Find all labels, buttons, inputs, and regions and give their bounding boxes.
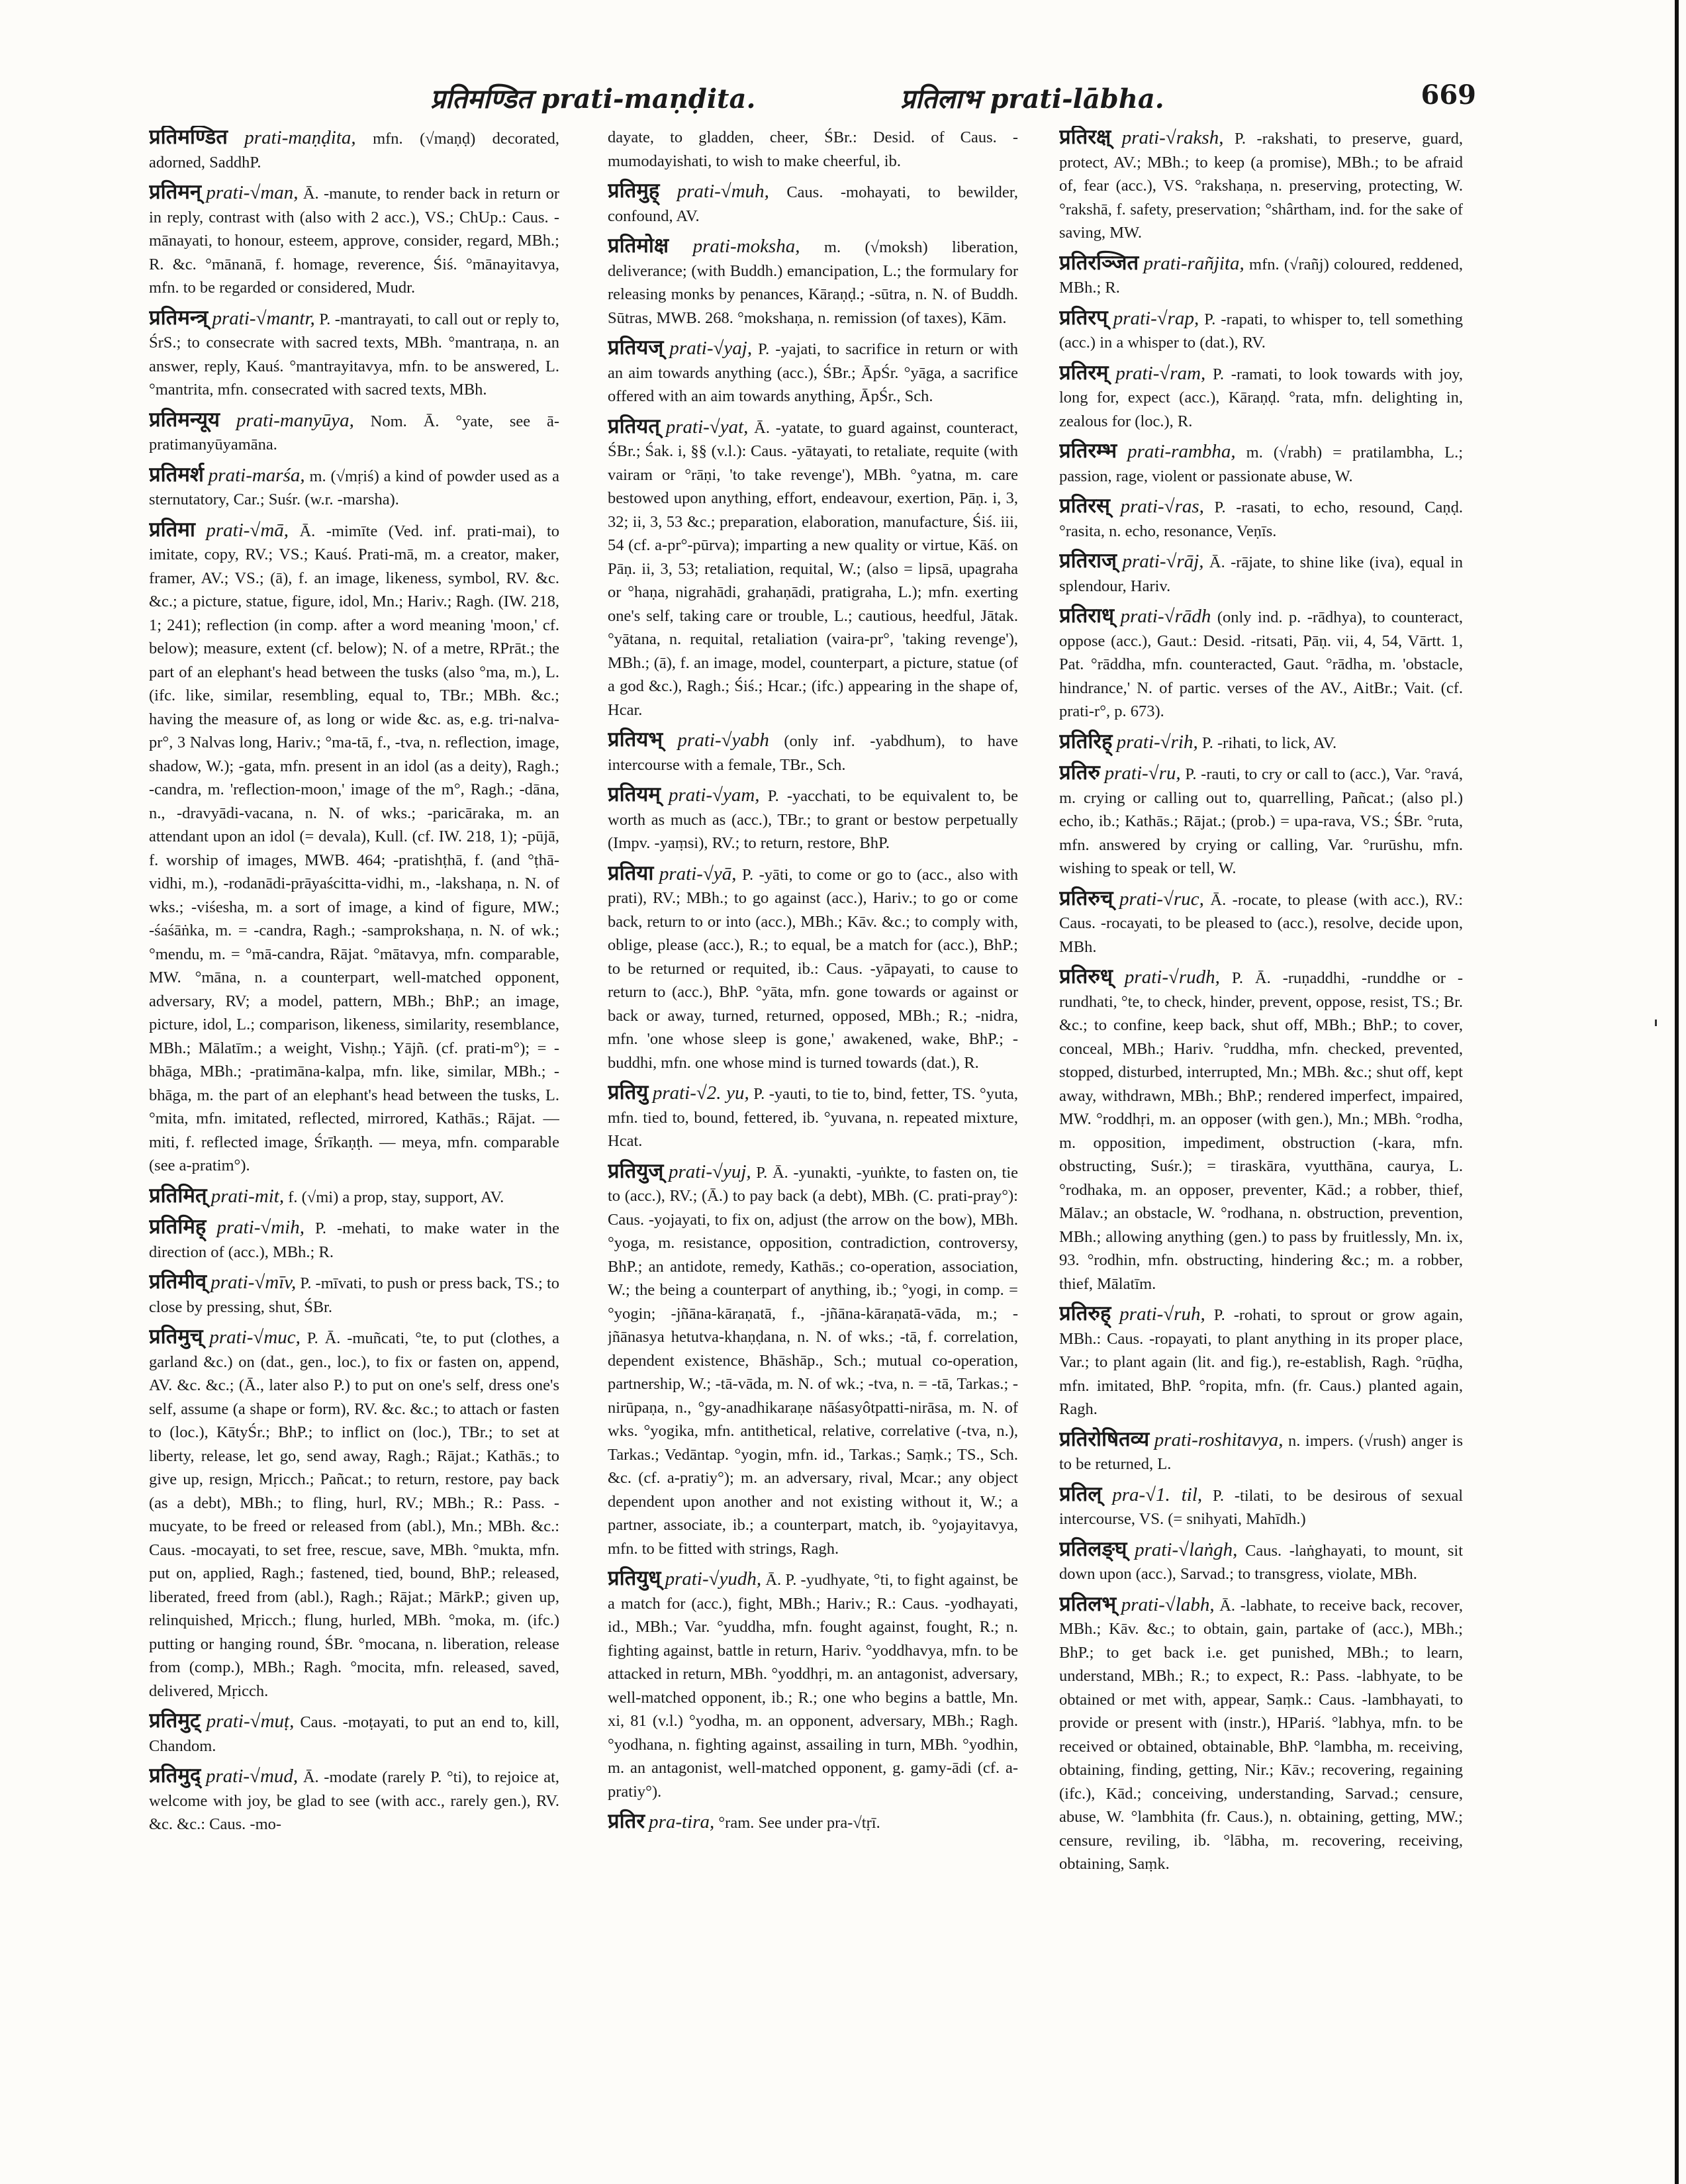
entry-headword-transliteration: prati-√yam,: [669, 784, 760, 806]
dictionary-entry: [1059, 761, 1463, 880]
entry-headword-devanagari: प्रतियज्: [608, 336, 664, 359]
entry-headword-transliteration: prati-√muc,: [209, 1327, 301, 1348]
entry-headword-transliteration: prati-√mih,: [216, 1217, 305, 1238]
entry-definition: (only ind. p. -rādhya), to counteract, oppose (acc.), Gaut.: Desid. -ritsati, Pāṇ. vii, 4, 54, Vārtt. 1, Pat. °rāddha, mfn. counteracted, Gaut. °rādha, m. 'obstacle, hindrance,' N. of partic. verses of the AV., AitBr.; Vait. (cf. prati-r°, p. 673).: [1059, 608, 1463, 720]
entry-headword-devanagari: प्रतिमिह्: [149, 1215, 207, 1239]
entry-definition: P. -rihati, to lick, AV.: [1201, 734, 1337, 752]
entry-headword-devanagari: प्रतियुज्: [608, 1159, 664, 1183]
dictionary-entry: [1059, 549, 1463, 598]
dictionary-entry: [149, 126, 559, 174]
dictionary-entry: [149, 408, 559, 457]
dictionary-entry: [149, 307, 559, 402]
entry-headword-devanagari: प्रतिमण्डित: [149, 126, 228, 149]
entry-headword-transliteration: prati-√ru,: [1104, 763, 1181, 784]
entry-definition: Caus. -mohayati, to bewilder, confound, AV.: [608, 183, 1018, 225]
entry-headword-devanagari: प्रतिमुह्: [608, 179, 660, 203]
dictionary-entry: [608, 1081, 1018, 1153]
dictionary-entry: [608, 234, 1018, 330]
dictionary-entry: [1059, 440, 1463, 488]
entry-headword-devanagari: प्रतिरम्: [1059, 360, 1109, 385]
entry-definition: P. Ā. -muñcati, °te, to put (clothes, a garland &c.) on (dat., gen., loc.), to fix or fasten on, append, AV. &c. &c.; (Ā., later also P.) to put on one's self, dress one's self, assume (a shape or form), RV. &c. &c.; to attach or fasten to (loc.), KātyŚr.; BhP.; to inflict on (loc.), TBr.; to set at liberty, release, let go, send away, Ragh.; Rājat.; Kathās.; to give up, resign, Mṛicch.; Pañcat.; to return, restore, pay back (as a debt), MBh.; to fling, hurl, RV.; MBh.; R.: Pass. -mucyate, to be freed or released from (abl.), Mn.; MBh. &c.: Caus. -mocayati, to set free, rescue, save, MBh. °mukta, mfn. put on, applied, Ragh.; fastened, tied, bound, BhP.; released, liberated, freed from (abl.), Ragh.; Rājat.; MārkP.; given up, relinquished, Mṛicch.; flung, hurled, MBh. °moka, m. (ifc.) putting or hanging round, ŚBr. °mocana, n. liberation, release from (comp.), MBh.; Ragh. °mocita, mfn. released, saved, delivered, Mṛicch.: [149, 1329, 559, 1700]
entry-definition: P. Ā. -ruṇaddhi, -runddhe or -rundhati, °te, to check, hinder, prevent, oppose, resist, TS.; Br. &c.; to confine, keep back, shut off, MBh.; BhP.; to cover, conceal, MBh.; Hariv. °ruddha, mfn. checked, prevented, stopped, disturbed, interrupted, Mn.; MBh. &c.; shut off, kept away, withdrawn, MBh.; BhP.; rendered imperfect, impaired, MW. °roddhṛi, m. an opposer (with gen.), Mn.; MBh. °rodha, m. opposition, impediment, obstruction (-kara, mfn. obstructing, Suśr.); = tiraskāra, vyutthāna, caurya, L. °rodhaka, m. an opposer, preventer, Kād.; a robber, thief, Mālav.; an obstacle, W. °rodhana, n. obstruction, prevention, MBh.; allowing anything (gen.) to pass by fruitlessly, Mn. ix, 93. °rodhin, mfn. obstructing, hindering &c.; m. a robber, thief, Mālatīm.: [1059, 969, 1463, 1293]
entry-headword-devanagari: प्रतिरप्: [1059, 305, 1108, 330]
entry-headword-devanagari: प्रतिमा: [149, 517, 195, 542]
entry-headword-devanagari: प्रतियु: [608, 1080, 649, 1104]
dictionary-entry: [149, 1709, 559, 1758]
dictionary-entry: [1059, 604, 1463, 724]
entry-headword-transliteration: prati-√ruh,: [1119, 1304, 1205, 1325]
entry-definition: P. -rasati, to echo, resound, Caṇḍ. °rasita, n. echo, resonance, Veṇīs.: [1059, 499, 1463, 540]
entry-definition: P. -rauti, to cry or call to (acc.), Var. °ravá, m. crying or calling out to, quarrelling, Pañcat.; (also pl.) echo, ib.; Kathās.; Rājat.; (prob.) = upa-rava, VS.; ŚBr. °ruta, mfn. answered by crying or calling, Var. °rurūshu, mfn. wishing to speak or tell, W.: [1059, 765, 1463, 877]
dictionary-entry: [1059, 1302, 1463, 1421]
entry-headword-transliteration: prati-√ruc,: [1119, 888, 1204, 910]
entry-headword-transliteration: prati-√rudh,: [1124, 967, 1220, 988]
entry-definition: m. (√mṛiś) a kind of powder used as a sternutatory, Car.; Suśr. (w.r. -marsha).: [149, 467, 559, 508]
entry-headword-devanagari: प्रतिलङ्घ्: [1059, 1537, 1127, 1561]
entry-headword-devanagari: प्रतियभ्: [608, 728, 663, 751]
column-3: [1059, 126, 1463, 2152]
entry-headword-transliteration: prati-√mīv,: [211, 1272, 297, 1293]
entry-definition: m. (√rabh) = pratilambha, L.; passion, rage, violent or passionate abuse, W.: [1059, 444, 1463, 485]
entry-definition: dayate, to gladden, cheer, ŚBr.: Desid. of Caus. -mumodayishati, to wish to make cheerful, ib.: [608, 128, 1018, 170]
entry-headword-transliteration: prati-√yat,: [665, 416, 749, 438]
dictionary-entry: [608, 1160, 1018, 1561]
entry-headword-devanagari: प्रतिरस्: [1059, 494, 1110, 518]
entry-definition: P. -yāti, to come or go to (acc., also with prati), RV.; MBh.; to go against (acc.), Hariv.; to go or come back, return to or into (acc.), MBh.; Kāv. &c.; to comply with, oblige, please (acc.), R.; to equal, be a match for (acc.), BhP.; to be returned or requited, ib.: Caus. -yāpayati, to cause to return to (acc.), BhP. °yāta, mfn. gone towards or against or back or away, turned, returned, opposed, MBh.; R.; -nidra, mfn. 'one whose sleep is gone,' awakened, wake, BhP.; -buddhi, mfn. one whose mind is turned towards (dat.), R.: [608, 865, 1018, 1072]
entry-headword-transliteration: pra-tira,: [649, 1811, 715, 1832]
dictionary-entry: [608, 783, 1018, 855]
entry-headword-transliteration: prati-√2. yu,: [652, 1082, 749, 1104]
entry-headword-transliteration: prati-rañjita,: [1143, 252, 1244, 274]
dictionary-entry: [1059, 887, 1463, 959]
entry-headword-devanagari: प्रतियुध्: [608, 1566, 661, 1590]
entry-headword-transliteration: prati-√mā,: [206, 519, 289, 541]
entry-definition: P. -yauti, to tie to, bind, fetter, TS. °yuta, mfn. tied to, bound, fettered, ib. °yuvana, n. repeated mixture, Hcat.: [608, 1085, 1018, 1150]
header-right-guideword: प्रतिलाभ prati-lābha.: [900, 83, 1164, 115]
dictionary-entry: [1059, 361, 1463, 434]
dictionary-entry: [1059, 965, 1463, 1296]
entry-headword-devanagari: प्रतिरञ्जित: [1059, 250, 1139, 275]
entry-definition: Ā. P. -yudhyate, °ti, to fight against, be a match for (acc.), fight, MBh.; Hariv.; R.: Caus. -yodhayati, id., MBh.; Var. °yuddha, mfn. fought against, fought, R.; n. fighting against, battle in return, Hariv. °yoddhavya, mfn. to be attacked in return, MBh. °yoddhṛi, m. an antagonist, adversary, well-matched opponent, ib.; R.; one who begins a battle, Mn. xi, 81 (v.l.) °yodha, m. an opponent, adversary, MBh.; Ragh. °yodhana, n. fighting against, assailing in turn, MBh. °yodhin, m. an antagonist, well-matched opponent, g. gamy-ādi (cf. a-pratiy°).: [608, 1571, 1018, 1801]
entry-definition: P. -yacchati, to be equivalent to, be worth as much as (acc.), TBr.; to grant or bestow perpetually (Impv. -yaṃsi), RV.; to return, restore, BhP.: [608, 787, 1018, 852]
entry-headword-devanagari: प्रतिरु: [1059, 761, 1100, 784]
entry-headword-transliteration: prati-√rap,: [1113, 307, 1199, 329]
entry-headword-transliteration: prati-marśa,: [208, 464, 305, 486]
entry-headword-transliteration: prati-rambha,: [1127, 441, 1236, 462]
entry-headword-transliteration: prati-√muṭ,: [206, 1711, 295, 1732]
entry-headword-devanagari: प्रतिराध्: [1059, 604, 1115, 628]
entry-headword-devanagari: प्रतिमर्श: [149, 462, 204, 487]
dictionary-entry: [149, 518, 559, 1178]
dictionary-entry: [608, 728, 1018, 777]
dictionary-entry: [608, 1810, 1018, 1835]
entry-headword-transliteration: prati-√yaj,: [669, 338, 753, 359]
entry-headword-devanagari: प्रतिरोषितव्य: [1059, 1427, 1150, 1451]
entry-definition: P. Ā. -yunakti, -yuṅkte, to fasten on, tie to (acc.), RV.; (Ā.) to pay back (a debt), MBh. (C. prati-pray°): Caus. -yojayati, to fix on, adjust (the arrow on the bow), MBh. °yoga, m. resistance, opposition, contradiction, controversy, BhP.; an antidote, remedy, Kathās.; co-operation, association, W.; the being a counterpart of anything, ib.; °yogi, in comp. = °yogin; -jñāna-kāraṇatā, f., -jñāna-kāraṇatā-vāda, m.; -jñānasya hetutva-khaṇḍana, n. N. of wks.; -tā, f. correlation, dependent existence, Bhāshāp., Sch.; mutual co-operation, partnership, W.; -tā-vāda, m. N. of wk.; -tva, n. = -tā, Tarkas.; -nirūpaṇa, n., °gy-anadhikaraṇe nāśasyôtpatti-nirāsa, m. N. of wks. °yogika, mfn. antithetical, relative, correlative (-tva, n.), Tarkas.; Vedāntap. °yogin, mfn. id., Tarkas.; Saṃk.; TS., Sch. &c. (cf. a-pratiy°); m. an adversary, rival, Mcar.; any object dependent upon another and not existing without it, W.; a partner, associate, ib.; a counterpart, match, ib. °yojayitavya, mfn. to be fitted with strings, Ragh.: [608, 1163, 1018, 1558]
entry-definition: P. -rapati, to whisper to, tell something (acc.) in a whisper to (dat.), RV.: [1059, 310, 1463, 352]
entry-definition: mfn. (√rañj) coloured, reddened, MBh.; R.: [1059, 255, 1463, 297]
dictionary-entry: [608, 179, 1018, 228]
entry-headword-transliteration: prati-√mantr,: [212, 307, 315, 329]
entry-definition: °ram. See under pra-√tṛī.: [718, 1814, 880, 1832]
dictionary-entry: [149, 1325, 559, 1703]
entry-headword-devanagari: प्रतिमोक्ष: [608, 234, 669, 258]
entry-headword-transliteration: prati-√yudh,: [665, 1568, 762, 1590]
dictionary-entry: [1059, 1593, 1463, 1876]
entry-headword-transliteration: prati-√rādh: [1120, 606, 1211, 627]
dictionary-entry: [149, 1184, 559, 1210]
entry-definition: Ā. -manute, to render back in return or in reply, contrast with (also with 2 acc.), VS.; ChUp.: Caus. -mānayati, to honour, esteem, approve, consider, regard, MBh.; R. &c. °mānanā, f. homage, reverence, Śiś. °mānayitavya, mfn. to be regarded or considered, Mudr.: [149, 185, 559, 297]
entry-definition: Nom. Ā. °yate, see ā-pratimanyūyamāna.: [149, 412, 559, 453]
entry-headword-devanagari: प्रतिर: [608, 1809, 645, 1833]
entry-headword-devanagari: प्रतियत्: [608, 414, 660, 438]
entry-headword-transliteration: pra-√1. til,: [1112, 1484, 1203, 1505]
entry-definition: Ā. -modate (rarely P. °ti), to rejoice at, welcome with joy, be glad to see (with acc., rarely gen.), RV. &c. &c.: Caus. -mo-: [149, 1768, 559, 1833]
entry-headword-transliteration: prati-√muh,: [677, 181, 769, 202]
entry-headword-transliteration: prati-roshitavya,: [1154, 1429, 1284, 1450]
entry-definition: f. (√mi) a prop, stay, support, AV.: [288, 1188, 504, 1206]
entry-headword-transliteration: prati-√rih,: [1116, 731, 1198, 753]
dictionary-entry: [608, 415, 1018, 722]
dictionary-entry: [1059, 730, 1463, 755]
column-2: [608, 126, 1018, 2152]
entry-headword-transliteration: prati-manyūya,: [236, 409, 354, 431]
entry-headword-transliteration: prati-√ram,: [1115, 362, 1206, 384]
dictionary-entry: [1059, 495, 1463, 543]
entry-definition: Ā. -yatate, to guard against, counteract, ŚBr.; Śak. i, §§ (v.l.): Caus. -yātayati, to retaliate, requite (with vairam or °rāṇi, 'to take revenge'), MBh. °yatna, m. care bestowed upon anything, effort, endeavour, exertion, Pāṇ. i, 3, 32; ii, 3, 53 &c.; preparation, elaboration, manufacture, Śiś. iii, 54 (cf. a-pr°-pūrva); imparting a new quality or virtue, Kāś. on Pāṇ. ii, 3, 53; retaliation, requital, W.; (also = lipsā, upagraha or °haṇa, nigrahādi, grahaṇādi, pratigraha, L.); mfn. exerting one's self, taking care or trouble, L.; cautious, heedful, Jātak. °yātana, n. requital, retaliation (vaira-pr°, 'taking revenge'), MBh.; (ā), f. an image, model, counterpart, a picture, statue (of a god &c.), Ragh.; Śiś.; Hcar.; (ifc.) appearing in the shape of, Hcar.: [608, 418, 1018, 719]
entry-headword-devanagari: प्रतिमुद्: [149, 1764, 201, 1787]
dictionary-entry: [1059, 126, 1463, 245]
entry-headword-transliteration: prati-√man,: [206, 182, 299, 203]
dictionary-entry: [608, 1567, 1018, 1803]
dictionary-entry: [149, 1764, 559, 1836]
margin-tick-mark: [1655, 1020, 1657, 1026]
entry-headword-transliteration: prati-√laṅgh,: [1135, 1539, 1238, 1560]
entry-headword-devanagari: प्रतिमीव्: [149, 1270, 207, 1294]
entry-headword-transliteration: prati-√raksh,: [1121, 127, 1224, 148]
entry-definition: (only inf. -yabdhum), to have intercourse with a female, TBr., Sch.: [608, 732, 1018, 774]
dictionary-entry: [149, 1215, 559, 1264]
dictionary-entry: [1059, 252, 1463, 300]
entry-headword-devanagari: प्रतियम्: [608, 783, 661, 806]
entry-definition: Caus. -laṅghayati, to mount, sit down upon (acc.), Sarvad.; to transgress, violate, MBh.: [1059, 1541, 1463, 1583]
dictionary-entry: [1059, 1428, 1463, 1476]
entry-definition: Ā. -rājate, to shine like (iva), equal in splendour, Hariv.: [1059, 553, 1463, 595]
right-margin-rule: [1675, 0, 1679, 2184]
entry-headword-devanagari: प्रतिमन्: [149, 180, 202, 204]
dictionary-entry: [608, 862, 1018, 1075]
dictionary-entry: [1059, 1538, 1463, 1586]
entry-headword-transliteration: prati-√yā,: [659, 863, 737, 884]
entry-definition: P. -rohati, to sprout or grow again, MBh.: Caus. -ropayati, to plant anything in its proper place, Var.; to plant again (lit. and fig.), re-establish, Ragh. °rūḍha, mfn. imitated, BhP. °ropita, mfn. (fr. Caus.) planted again, Ragh.: [1059, 1306, 1463, 1418]
entry-definition: m. (√moksh) liberation, deliverance; (with Buddh.) emancipation, L.; the formulary for releasing monks by penances, Kāraṇḍ.; -sūtra, n. N. of Buddh. Sūtras, MWB. 268. °mokshaṇa, n. remission (of taxes), Kām.: [608, 238, 1018, 327]
entry-headword-transliteration: prati-√rāj,: [1122, 551, 1204, 572]
dictionary-entry: [149, 463, 559, 512]
entry-headword-transliteration: prati-√yuj,: [668, 1161, 751, 1182]
entry-definition: P. -tilati, to be desirous of sexual intercourse, VS. (= snihyati, Mahīdh.): [1059, 1486, 1463, 1528]
entry-definition: Caus. -moṭayati, to put an end to, kill, Chandom.: [149, 1713, 559, 1755]
entry-headword-devanagari: प्रतिरुह्: [1059, 1302, 1111, 1325]
dictionary-entry: [608, 336, 1018, 408]
entry-headword-devanagari: प्रतिरक्ष्: [1059, 126, 1111, 149]
column-1: [149, 126, 559, 2152]
entry-headword-transliteration: prati-√ras,: [1120, 496, 1204, 517]
entry-headword-devanagari: प्रतिल्: [1059, 1482, 1102, 1506]
entry-headword-transliteration: prati-mit,: [211, 1185, 285, 1207]
header-left-guideword: प्रतिमण्डित prati-maṇḍita.: [430, 83, 756, 115]
entry-headword-transliteration: prati-maṇḍita,: [244, 127, 356, 148]
dictionary-entry: [608, 126, 1018, 173]
entry-definition: Ā. -mimīte (Ved. inf. prati-mai), to imitate, copy, RV.; VS.; Kauś. Prati-mā, m. a creator, maker, framer, AV.; VS.; (ā), f. an image, likeness, symbol, RV. &c. &c.; a picture, statue, figure, idol, Mn.; Hariv.; Ragh. (IW. 218, 1; 241); reflection (in comp. after a word meaning 'moon,' cf. below); measure, extent (cf. below); N. of a metre, RPrāt.; the part of an elephant's head between the tusks (also °ma, m.), L. (ifc. like, similar, resembling, equal to, TBr.; MBh. &c.; having the measure of, as long or wide &c. as, e.g. tri-nalva-pr°, 3 Nalvas long, Hariv.; °ma-tā, f., -tva, n. reflection, image, shadow, W.); -gata, mfn. present in an idol (as a deity), Ragh.; -candra, m. 'reflection-moon,' image of the m°, Ragh.; -dāna, n., -dravyādi-vacana, n. N. of wks.; -paricāraka, m. an attendant upon an idol (= devala), Kull. (cf. IW. 218, 1); -pūjā, f. worship of images, MWB. 464; -pratishṭhā, f. (and °ṭhā-vidhi, m.), -rodanādi-prāyaścitta-vidhi, m., -lakshaṇa, n. N. of wks.; -viśesha, m. a sort of image, a kind of figure, MW.; -śaśāṅka, m. = -candra, Ragh.; -samprokshaṇa, n. N. of wk.; °mendu, m. = °mā-candra, Rājat. °mātavya, mfn. comparable, MW. °māna, n. a counterpart, well-matched opponent, adversary, RV; a model, pattern, MBh.; BhP.; an image, picture, idol, L.; comparison, likeness, similarity, resemblance, MBh.; Mālatīm.; a weight, Vishṇ.; Yājñ. (cf. prati-m°); = -bhāga, MBh.; -pratimāna-kalpa, mfn. like, similar, MBh.; -bhāga, m. the part of an elephant's head between the tusks, L. °mita, mfn. imitated, reflected, mirrored, Kathās.; Rājat. — miti, f. reflected image, Śrīkaṇṭh. — meya, mfn. comparable (see a-pratim°).: [149, 522, 559, 1174]
dictionary-entry: [149, 181, 559, 300]
entry-headword-transliteration: prati-moksha,: [692, 236, 800, 257]
entry-headword-devanagari: प्रतिमुच्: [149, 1325, 203, 1349]
entry-headword-devanagari: प्रतिरम्भ: [1059, 439, 1117, 463]
entry-headword-devanagari: प्रतिरुध्: [1059, 965, 1113, 988]
entry-headword-transliteration: prati-√labh,: [1121, 1593, 1215, 1615]
entry-headword-devanagari: प्रतिलभ्: [1059, 1591, 1117, 1616]
dictionary-entry: [1059, 307, 1463, 355]
entry-definition: Ā. -labhate, to receive back, recover, MBh.; Kāv. &c.; to obtain, gain, partake of (acc.), MBh.; BhP.; to get back i.e. get punished, MBh.; to learn, understand, MBh.; R.; to expect, R.: Pass. -labhyate, to be obtained or met with, appear, Saṃk.: Caus. -lambhayati, to provide or present with (instr.), HPariś. °labhya, mfn. to be received or obtained, obtainable, BhP. °lambha, m. receiving, obtaining, finding, getting, Nir.; Kāv.; recovering, regaining (ifc.), Kād.; conceiving, understanding, Sarvad.; censure, abuse, W. °lambhita (fr. Caus.), n. obtaining, getting, MW.; censure, reviling, ib. °lābha, m. recovering, receiving, obtaining, Saṃk.: [1059, 1596, 1463, 1873]
entry-headword-devanagari: प्रतिया: [608, 861, 654, 885]
entry-definition: P. -mantrayati, to call out or reply to, ŚrS.; to consecrate with sacred texts, MBh. °mantraṇa, n. an answer, reply, Kauś. °mantrayitavya, mfn. to be answered, L. °mantrita, mfn. consecrated with sacred texts, MBh.: [149, 310, 559, 399]
dictionary-entry: [1059, 1483, 1463, 1531]
entry-headword-transliteration: prati-√yabh: [677, 730, 769, 751]
entry-headword-devanagari: प्रतिरिह्: [1059, 729, 1113, 753]
page-header: [132, 79, 1476, 126]
entry-definition: mfn. (√maṇḍ) decorated, adorned, SaddhP.: [149, 130, 559, 171]
entry-headword-devanagari: प्रतिमित्: [149, 1183, 207, 1208]
entry-definition: P. -mehati, to make water in the direction of (acc.), MBh.; R.: [149, 1219, 559, 1261]
dictionary-entry: [149, 1270, 559, 1319]
entry-headword-devanagari: प्रतिमन्यूय: [149, 407, 220, 432]
entry-definition: n. impers. (√rush) anger is to be returned, L.: [1059, 1431, 1463, 1473]
entry-headword-devanagari: प्रतिरुच्: [1059, 886, 1113, 910]
entry-headword-devanagari: प्रतिराज्: [1059, 549, 1117, 573]
entry-headword-transliteration: prati-√mud,: [206, 1766, 299, 1787]
entry-headword-devanagari: प्रतिमुट्: [149, 1709, 201, 1733]
entry-headword-devanagari: प्रतिमन्त्र्: [149, 305, 209, 330]
entry-definition: P. -rakshati, to preserve, guard, protect, AV.; MBh.; to keep (a promise), MBh.; to be afraid of, fear (acc.), VS. °rakshaṇa, n. preserving, protecting, W. °rakshā, f. safety, preservation; °shârtham, ind. for the sake of saving, MW.: [1059, 130, 1463, 242]
entry-definition: P. -yajati, to sacrifice in return or with an aim towards anything (acc.), ŚBr.; ĀpŚr. °yāga, a sacrifice offered with an aim towards anything, ĀpŚr., Sch.: [608, 340, 1018, 405]
entry-definition: P. -ramati, to look towards with joy, long for, expect (acc.), Kāraṇḍ. °rata, mfn. delighting in, zealous for (loc.), R.: [1059, 365, 1463, 430]
page-number: 669: [1421, 79, 1476, 111]
entry-definition: P. -mīvati, to push or press back, TS.; to close by pressing, shut, ŚBr.: [149, 1274, 559, 1316]
entry-definition: Ā. -rocate, to please (with acc.), RV.: Caus. -rocayati, to be pleased to (acc.), resolve, decide upon, MBh.: [1059, 890, 1463, 956]
